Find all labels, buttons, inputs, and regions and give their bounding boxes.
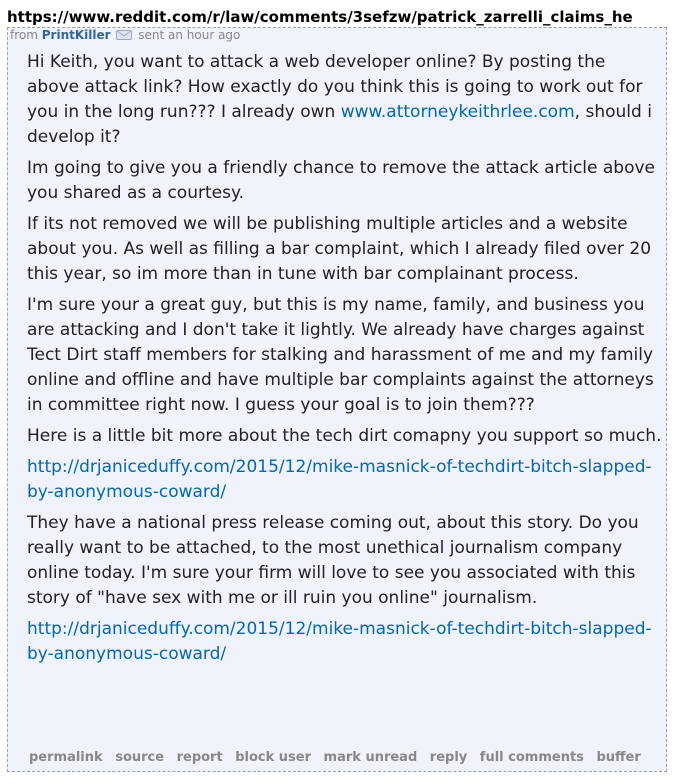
report-button[interactable]: report <box>176 750 223 765</box>
paragraph-3: If its not removed we will be publishing multiple articles and a website about you. As well as filling a bar complaint, which I already filed over 20 this year, so im more than in tune with bar complainant process. <box>27 214 652 284</box>
from-label: from <box>10 28 38 42</box>
paragraph-8 <box>27 617 662 667</box>
author-link[interactable]: PrintKiller <box>41 28 111 42</box>
paragraph-1: Hi Keith, you want to attack a web developer online? By posting the above attack link? How exactly do you think this is going to work out for you in the long run??? I already own www.attorneykeithrlee.com, should i develop it? <box>27 52 652 147</box>
sent-time: sent an hour ago <box>138 28 241 42</box>
paragraph-6 <box>27 455 662 505</box>
buffer-button[interactable]: buffer <box>596 750 641 765</box>
paragraph-5: Here is a little bit more about the tech dirt comapny you support so much. <box>27 426 662 446</box>
message-body <box>27 50 662 673</box>
block-user-button[interactable]: block user <box>235 750 312 765</box>
attorney-site-link[interactable]: www.attorneykeithrlee.com <box>340 102 575 122</box>
paragraph-2: Im going to give you a friendly chance to remove the attack article above you shared as a courtesy. <box>27 158 656 203</box>
permalink-button[interactable]: permalink <box>29 750 103 765</box>
mail-icon <box>116 30 132 40</box>
private-message <box>7 27 667 772</box>
source-button[interactable]: source <box>115 750 165 765</box>
paragraph-7: They have a national press release coming out, about this story. Do you really want to be attached, to the most unethical journalism company online today. I'm sure your firm will love to see you associated with this story of "have sex with me or ill ruin you online" journalism. <box>27 513 639 608</box>
reply-button[interactable]: reply <box>429 750 468 765</box>
article-link-2[interactable]: http://drjaniceduffy.com/2015/12/mike-masnick-of-techdirt-bitch-slapped-by-anonymous-coward/ <box>27 619 652 664</box>
message-tagline <box>10 28 240 43</box>
full-comments-button[interactable]: full comments <box>479 750 584 765</box>
mark-unread-button[interactable]: mark unread <box>323 750 418 765</box>
page-url: https://www.reddit.com/r/law/comments/3sefzw/patrick_zarrelli_claims_he <box>7 8 633 26</box>
paragraph-4: I'm sure your a great guy, but this is my name, family, and business you are attacking and I don't take it lightly. We already have charges against Tect Dirt staff members for stalking and harassment of me and my family online and offline and have multiple bar complaints against the attorneys in committee right now. I guess your goal is to join them??? <box>27 295 654 415</box>
article-link-1[interactable]: http://drjaniceduffy.com/2015/12/mike-masnick-of-techdirt-bitch-slapped-by-anonymous-coward/ <box>27 457 652 502</box>
message-actions <box>29 750 649 766</box>
